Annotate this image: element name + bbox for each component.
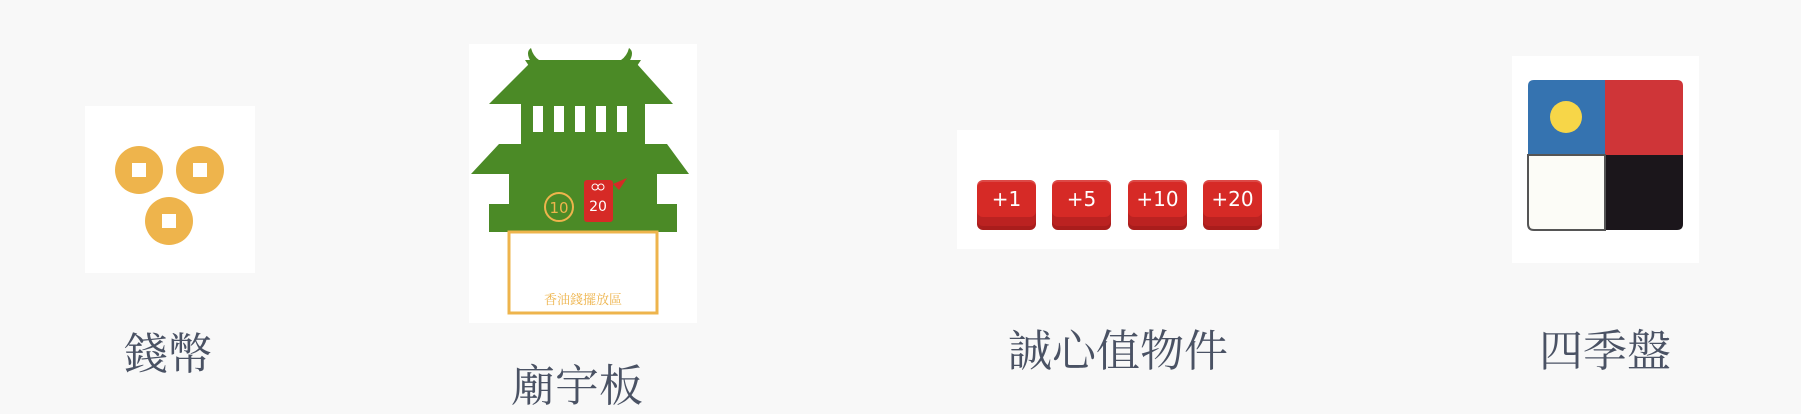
- coins-label: 錢幣: [124, 329, 212, 380]
- four-seasons-label: 四季盤: [1539, 326, 1671, 377]
- token-chip-10: [1128, 180, 1187, 229]
- four-seasons-board-icon: [1512, 56, 1699, 263]
- token-chip-20: [1203, 180, 1262, 229]
- temple-coin-value: 10: [549, 199, 569, 217]
- token-chip-5: [1052, 180, 1111, 229]
- token-label: +5: [1052, 180, 1111, 217]
- token-label: +1: [977, 180, 1036, 217]
- envelope-value: 20: [589, 199, 607, 215]
- token-label: +10: [1128, 180, 1187, 217]
- sun-icon: [1550, 101, 1582, 133]
- sincerity-tokens-card: [957, 130, 1279, 249]
- token-chip-1: [977, 180, 1036, 229]
- temple-board-icon: [469, 44, 697, 323]
- temple-board-card: [469, 44, 697, 323]
- sincerity-tokens-label: 誠心值物件: [1008, 326, 1228, 377]
- sincerity-tokens-icon: [957, 130, 1279, 249]
- four-seasons-card: [1512, 56, 1699, 263]
- coins-icon: [85, 106, 255, 273]
- coins-card: [85, 106, 255, 273]
- offering-area-text: 香油錢擺放區: [543, 293, 623, 308]
- token-label: +20: [1203, 180, 1262, 217]
- temple-board-label: 廟宇板: [511, 361, 643, 412]
